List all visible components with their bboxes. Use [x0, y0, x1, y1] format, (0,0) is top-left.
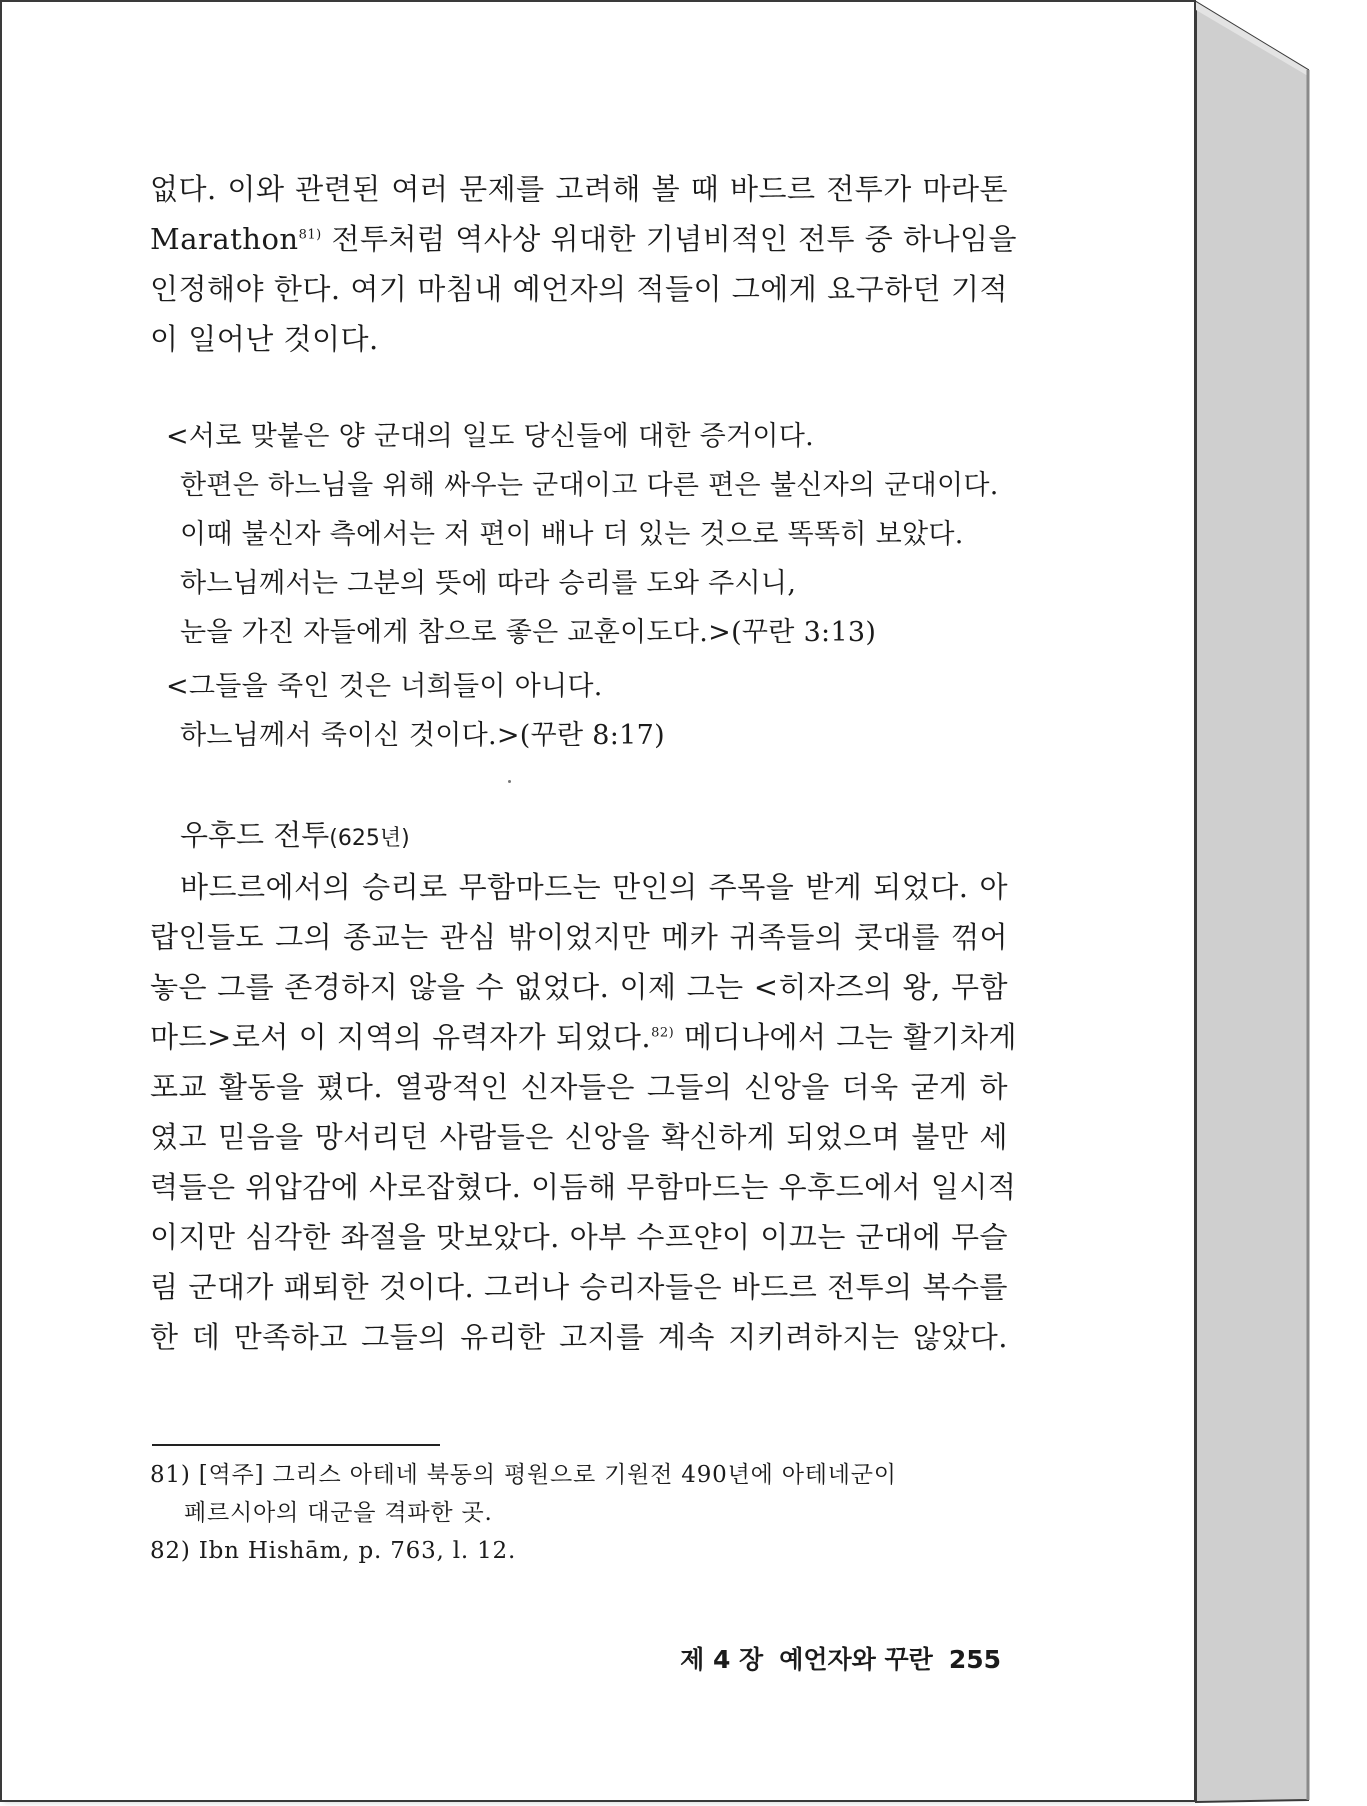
paragraph-line: 력들은 위압감에 사로잡혔다. 이듬해 무함마드는 우후드에서 일시적 — [150, 1170, 1017, 1204]
paragraph-line: 없다. 이와 관련된 여러 문제를 고려해 볼 때 바드르 전투가 마라톤 — [150, 172, 1008, 206]
paragraph-line — [150, 214, 1018, 264]
paragraph-line: 포교 활동을 폈다. 열광적인 신자들은 그들의 신앙을 더욱 굳게 하 — [150, 1070, 1008, 1104]
quote-line: 한편은 하느님을 위해 싸우는 군대이고 다른 편은 불신자의 군대이다. — [180, 470, 999, 501]
quote-line: 눈을 가진 자들에게 참으로 좋은 교훈이도다.>(꾸란 3:13) — [180, 617, 877, 648]
paragraph-line: 한 데 만족하고 그들의 유리한 고지를 계속 지키려하지는 않았다. — [150, 1320, 1008, 1354]
footer-chapter-title: 예언자와 꾸란 — [779, 1645, 933, 1674]
paragraph-line: 이지만 심각한 좌절을 맛보았다. 아부 수프얀이 이끄는 군대에 무슬 — [150, 1220, 1008, 1254]
paragraph-line: 인정해야 한다. 여기 마침내 예언자의 적들이 그에게 요구하던 기적 — [150, 272, 1008, 306]
footnote-81: 81) [역주] 그리스 아테네 북동의 평원으로 기원전 490년에 아테네군이 — [150, 1462, 897, 1488]
quote-line: <그들을 죽인 것은 너희들이 아니다. — [166, 671, 603, 702]
section-heading-year: (625년) — [329, 826, 410, 851]
paragraph-line-rest: 메디나에서 그는 활기차게 — [674, 1020, 1018, 1054]
footnote-ref-82[interactable]: 82) — [651, 1025, 675, 1041]
speck-mark — [508, 780, 511, 783]
running-footer — [680, 1640, 1001, 1680]
quote-line: 하느님께서는 그분의 뜻에 따라 승리를 도와 주시니, — [180, 568, 797, 599]
quran-quote-3-13 — [166, 412, 1016, 657]
footer-chapter: 제 4 장 — [680, 1645, 764, 1674]
paragraph-marathon — [150, 164, 1018, 364]
paragraph-line — [150, 1012, 1018, 1062]
footnote-81-continued: 페르시아의 대군을 격파한 곳. — [184, 1500, 493, 1526]
footnote-ref-81[interactable]: 81) — [298, 227, 322, 243]
paragraph-line: 놓은 그를 존경하지 않을 수 없었다. 이제 그는 <히자즈의 왕, 무함 — [150, 970, 1008, 1004]
paragraph-line-rest: 전투처럼 역사상 위대한 기념비적인 전투 중 하나임을 — [321, 222, 1018, 256]
quote-line: 이때 불신자 측에서는 저 편이 배나 더 있는 것으로 똑똑히 보았다. — [180, 519, 964, 550]
footnote-divider — [152, 1444, 440, 1446]
footnotes — [150, 1456, 1008, 1570]
paragraph-line: 바드르에서의 승리로 무함마드는 만인의 주목을 받게 되었다. 아 — [180, 870, 1008, 904]
paragraph-uhud — [150, 862, 1018, 1362]
term-marathon: Marathon — [150, 222, 299, 256]
quran-quote-8-17 — [166, 662, 1016, 760]
paragraph-line: 이 일어난 것이다. — [150, 322, 379, 356]
quote-line: <서로 맞붙은 양 군대의 일도 당신들에 대한 증거이다. — [166, 421, 815, 452]
quote-line: 하느님께서 죽이신 것이다.>(꾸란 8:17) — [180, 720, 665, 751]
paragraph-line: 랍인들도 그의 종교는 관심 밖이었지만 메카 귀족들의 콧대를 꺾어 — [150, 920, 1008, 954]
paragraph-line: 였고 믿음을 망서리던 사람들은 신앙을 확신하게 되었으며 불만 세 — [150, 1120, 1008, 1154]
page-number: 255 — [948, 1645, 1001, 1674]
footnote-82: 82) Ibn Hishām, p. 763, l. 12. — [150, 1538, 517, 1564]
section-heading-title: 우후드 전투 — [180, 818, 330, 852]
section-heading-uhud — [180, 810, 410, 864]
paragraph-line-start: 마드>로서 이 지역의 유력자가 되었다. — [150, 1020, 652, 1054]
paragraph-line: 림 군대가 패퇴한 것이다. 그러나 승리자들은 바드르 전투의 복수를 — [150, 1270, 1008, 1304]
